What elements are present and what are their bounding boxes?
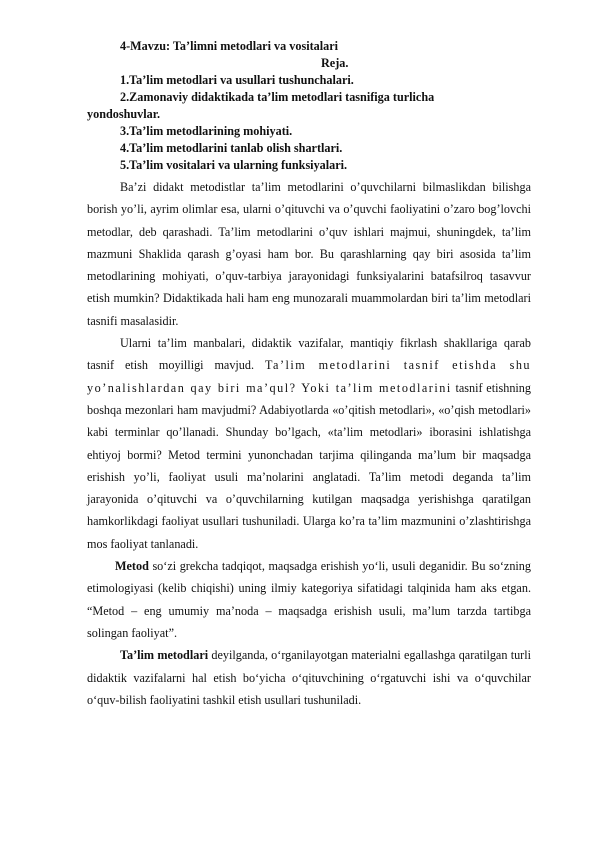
paragraph-text: deyilganda, o‘rganilayotgan materialni egallashga qaratilgan turli didaktik vazifalarni hal etish bo‘yicha o‘qituvchining o‘rgatuvchi ishi va o‘quvchilar o‘quv-bilish faoliyatini tashkil etish usullari tushuniladi. bbox=[87, 648, 532, 707]
plan-item: 3.Ta’lim metodlarining mohiyati. bbox=[120, 124, 293, 138]
paragraph-text-spaced: Ta’lim metodlarini tasnif etishda shu yo’nalishlardan qay biri ma’qul? Yoki ta’lim metodlarini bbox=[87, 358, 532, 395]
plan-item: 2.Zamonaviy didaktikada ta’lim metodlari tasnifiga turlicha bbox=[120, 90, 435, 104]
plan-heading: Reja. bbox=[321, 56, 349, 70]
plan-item: 5.Ta’lim vositalari va ularning funksiyalari. bbox=[120, 158, 348, 172]
plan-item-continuation: yondoshuvlar. bbox=[87, 107, 161, 121]
paragraph bbox=[87, 332, 531, 555]
plan-item: 4.Ta’lim metodlarini tanlab olish shartlari. bbox=[120, 141, 343, 155]
document-body bbox=[87, 176, 531, 711]
paragraph-text: Ularni ta’lim manbalari, didaktik vazifalar, mantiqiy fikrlash shakllariga qarab tasnif etish moyilligi mavjud. bbox=[87, 336, 531, 373]
term-bold: Metod bbox=[115, 559, 149, 574]
plan-item: 1.Ta’lim metodlari va usullari tushunchalari. bbox=[120, 73, 354, 87]
paragraph-text: tasnif etishning boshqa mezonlari ham mavjudmi? Adabiyotlarda «o’qitish metodlari», «o’qish metodlari» kabi terminlar qo’llanadi. Shunday bo’lgach, «ta’lim metodlari» iborasini ishlatishga ehtiyoj bormi? Metod termini yunonchadan tarjima qilinganda ma’lum bir maqsadga erishish yo’li, faoliyat usuli ma’nolarini anglatadi. Ta’lim metodi deganda ta’lim jarayonida o’qituvchi va o’quvchilarning kutilgan maqsadga yerishishga qaratilgan hamkorlikdagi faoliyat usullari tushuniladi. Ularga ko’ra ta’lim mazmunini o’zlashtirishga mos faoliyat tanlanadi. bbox=[87, 380, 531, 551]
paragraph bbox=[87, 644, 531, 711]
paragraph: Ba’zi didakt metodistlar ta’lim metodlarini o’quvchilarni bilmaslikdan bilishga borish yo’li, ayrim olimlar esa, ularni o’qituvchi va o’quvchi faoliyatini o’zaro bog’lovchi metodlar, deb qarashadi. Ta’lim metodlarini o’quv ishlari majmui, shuningdek, ta’lim mazmuni Shaklida qarash g’oyasi ham bor. Bu qarashlarning qay biri asosida ta’lim metodlarining mohiyati, o’quv-tarbiya jarayonidagi funksiyalarini batafsilroq tasavvur etish mumkin? Didaktikada hali ham eng munozarali muammolardan biri ta’lim metodlari tasnifi masalasidir. bbox=[87, 180, 531, 328]
paragraph-text: so‘zi grekcha tadqiqot, maqsadga erishish yo‘li, usuli deganidir. Bu so‘zning etimologiyasi (kelib chiqishi) uning ilmiy kategoriya sifatidagi talqinida ham aks etgan. “Metod – eng umumiy ma’noda – maqsadga erishish usuli, ma’lum tarzda tartibga solingan faoliyat”. bbox=[87, 559, 531, 640]
paragraph bbox=[87, 555, 531, 644]
term-bold: Ta’lim metodlari bbox=[120, 648, 209, 663]
document-title: 4-Mavzu: Ta’limni metodlari va vositalari bbox=[120, 39, 339, 53]
